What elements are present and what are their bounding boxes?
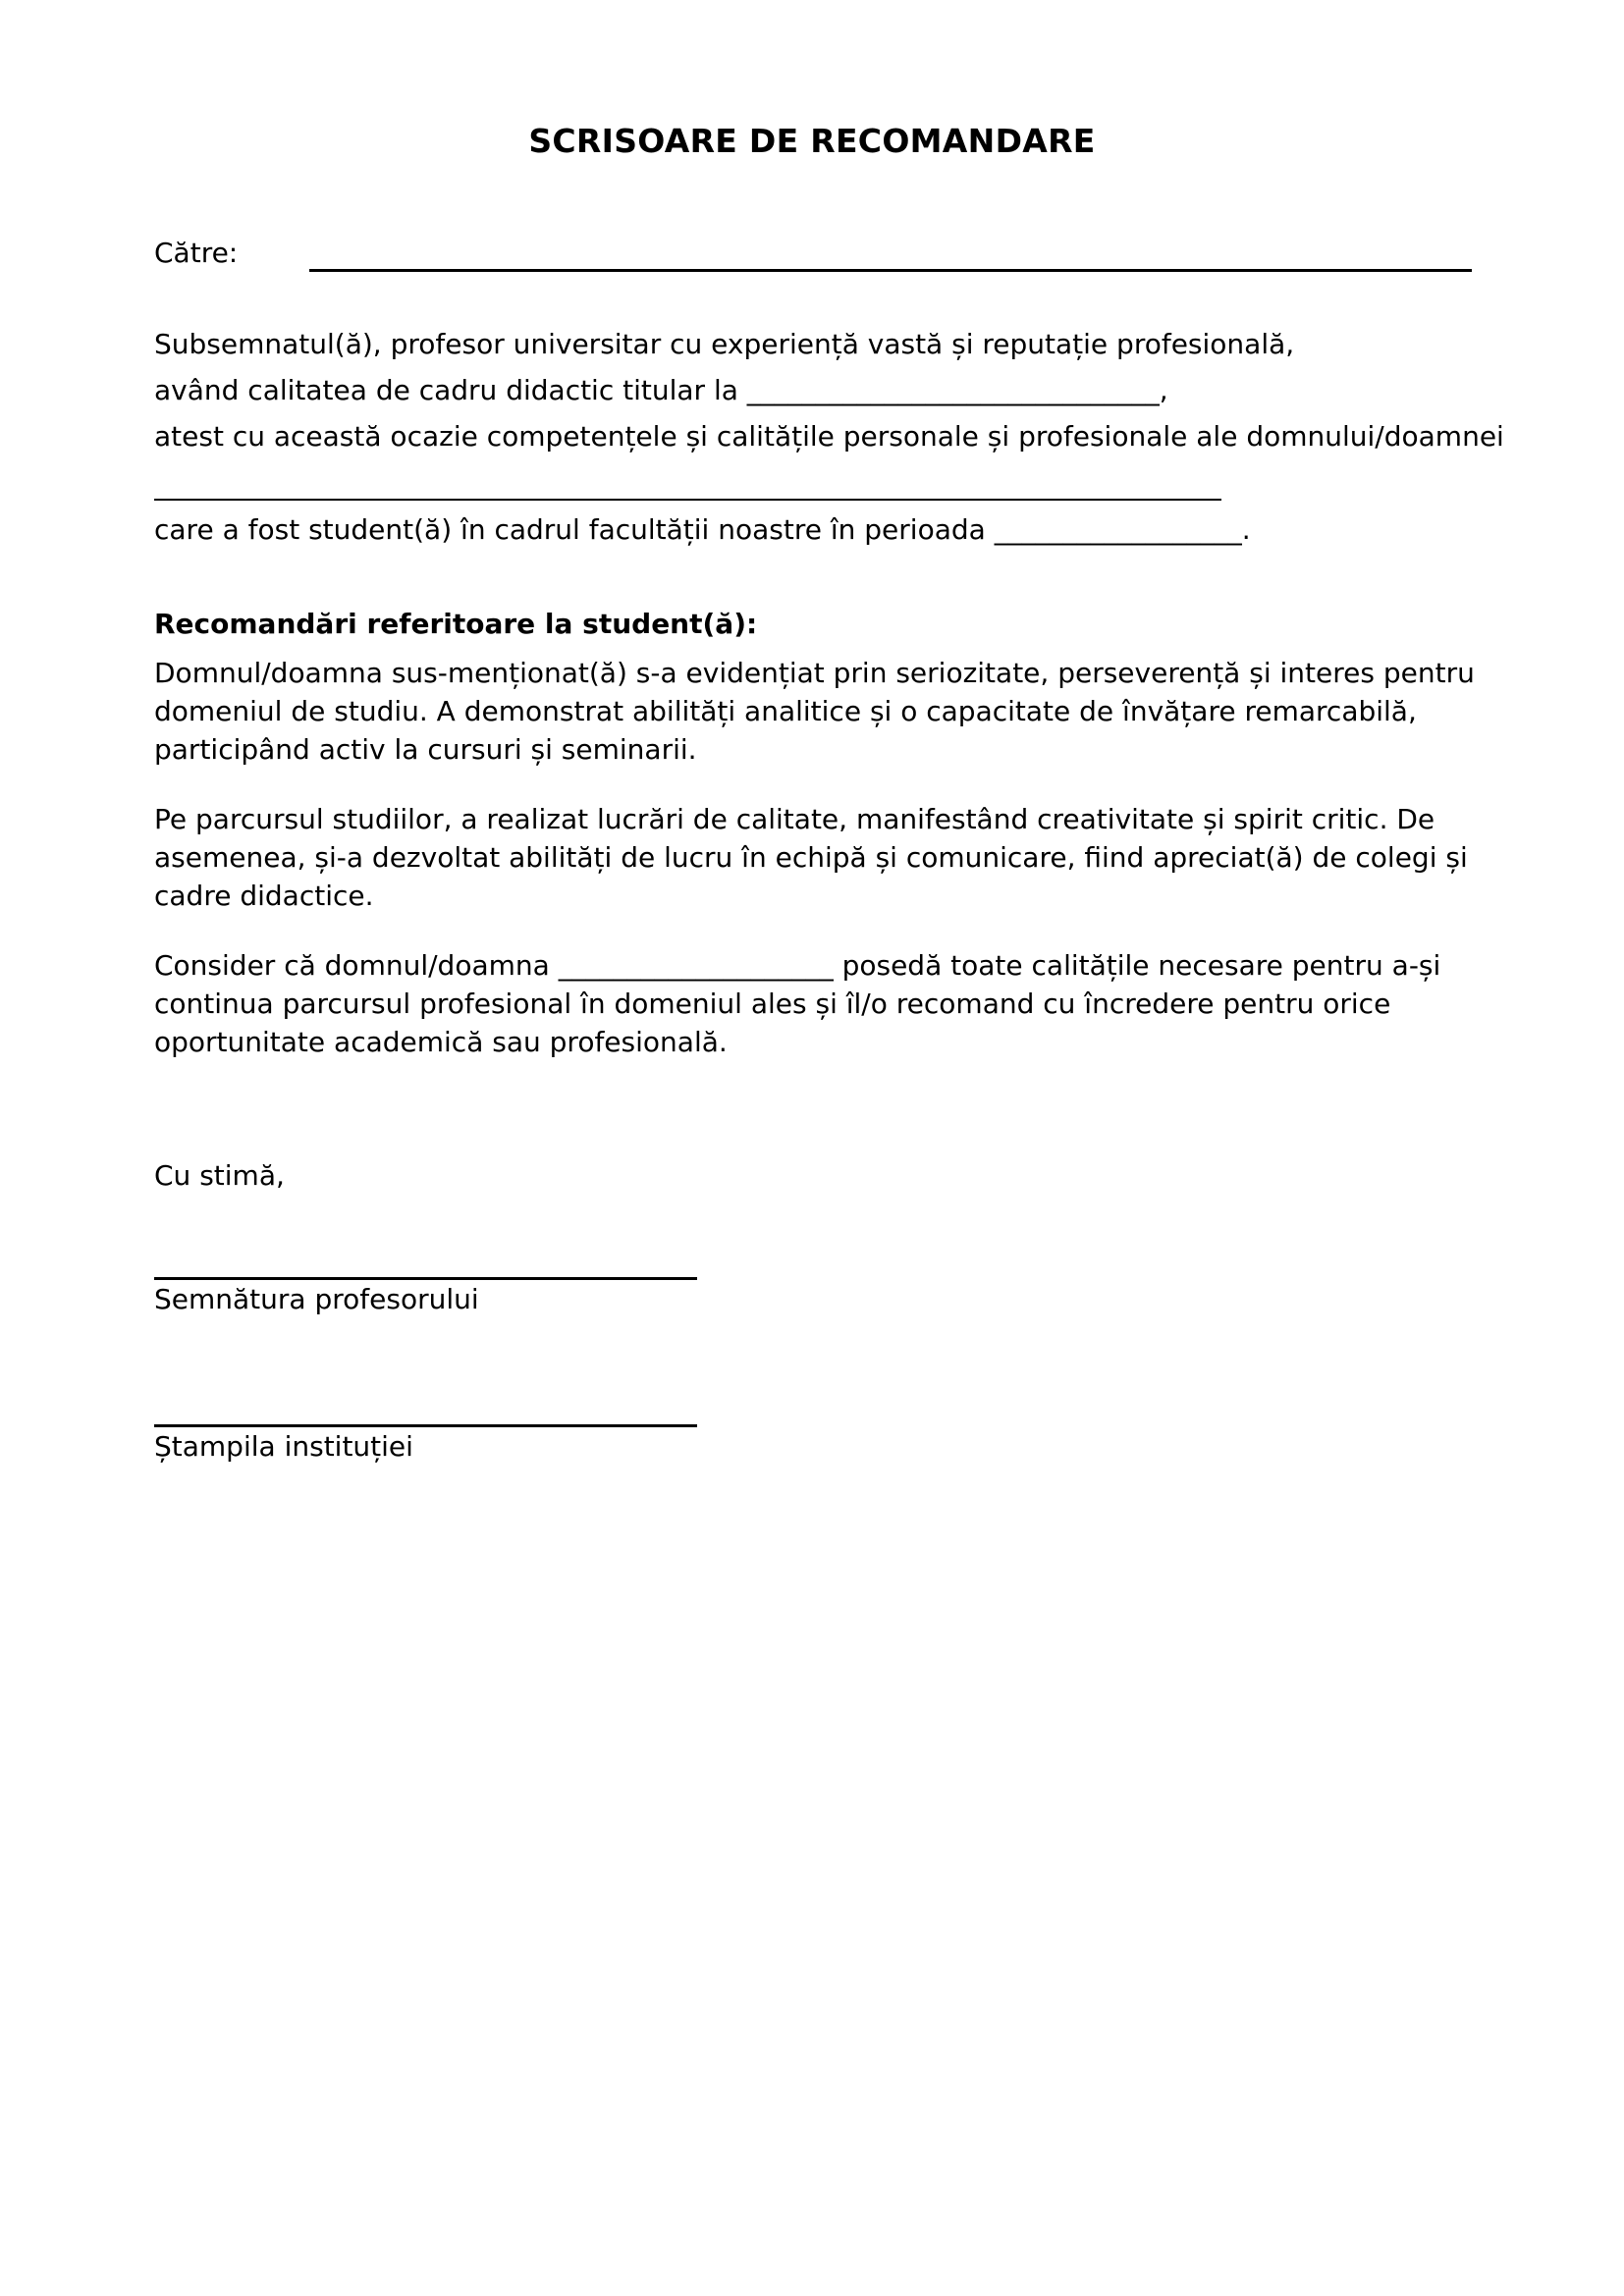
- intro-line-1: Subsemnatul(ă), profesor universitar cu experiență vastă și reputație profesională,: [154, 328, 1295, 360]
- signature-label: Semnătura profesorului: [154, 1283, 479, 1315]
- document-title: SCRISOARE DE RECOMANDARE: [528, 122, 1096, 160]
- signature-line: [154, 1277, 697, 1280]
- paragraph-1: Domnul/doamna sus-menționat(ă) s-a evidențiat prin seriozitate, perseverență și interes pentru domeniul de studiu. A demonstrat abilități analitice și o capacitate de învățare remarcabilă, participând activ la cursuri și seminarii.: [154, 657, 1475, 766]
- recipient-blank-line: [309, 269, 1472, 272]
- stamp-line: [154, 1424, 697, 1427]
- student-name-blank-line: [154, 499, 1221, 501]
- paragraph-3: Consider că domnul/doamna ____________________ posedă toate calitățile necesare pentru a-și continua parcursul profesional în domeniul ales și îl/o recomand cu încredere pentru orice oportunitate academică sau profesională.: [154, 949, 1441, 1058]
- intro-line-4: care a fost student(ă) în cadrul facultății noastre în perioada __________________.: [154, 513, 1251, 546]
- intro-line-3: atest cu această ocazie competențele și calitățile personale și profesionale ale domnului/doamnei: [154, 420, 1504, 453]
- stamp-label: Ștampila instituției: [154, 1430, 413, 1463]
- paragraph-2: Pe parcursul studiilor, a realizat lucrări de calitate, manifestând creativitate și spirit critic. De asemenea, și-a dezvoltat abilități de lucru în echipă și comunicare, fiind apreciat(ă) de colegi și cadre didactice.: [154, 803, 1468, 912]
- intro-line-2: având calitatea de cadru didactic titular la ______________________________,: [154, 374, 1168, 406]
- recipient-label: Către:: [154, 237, 239, 269]
- recommendations-heading: Recomandări referitoare la student(ă):: [154, 608, 758, 640]
- closing-text: Cu stimă,: [154, 1159, 285, 1192]
